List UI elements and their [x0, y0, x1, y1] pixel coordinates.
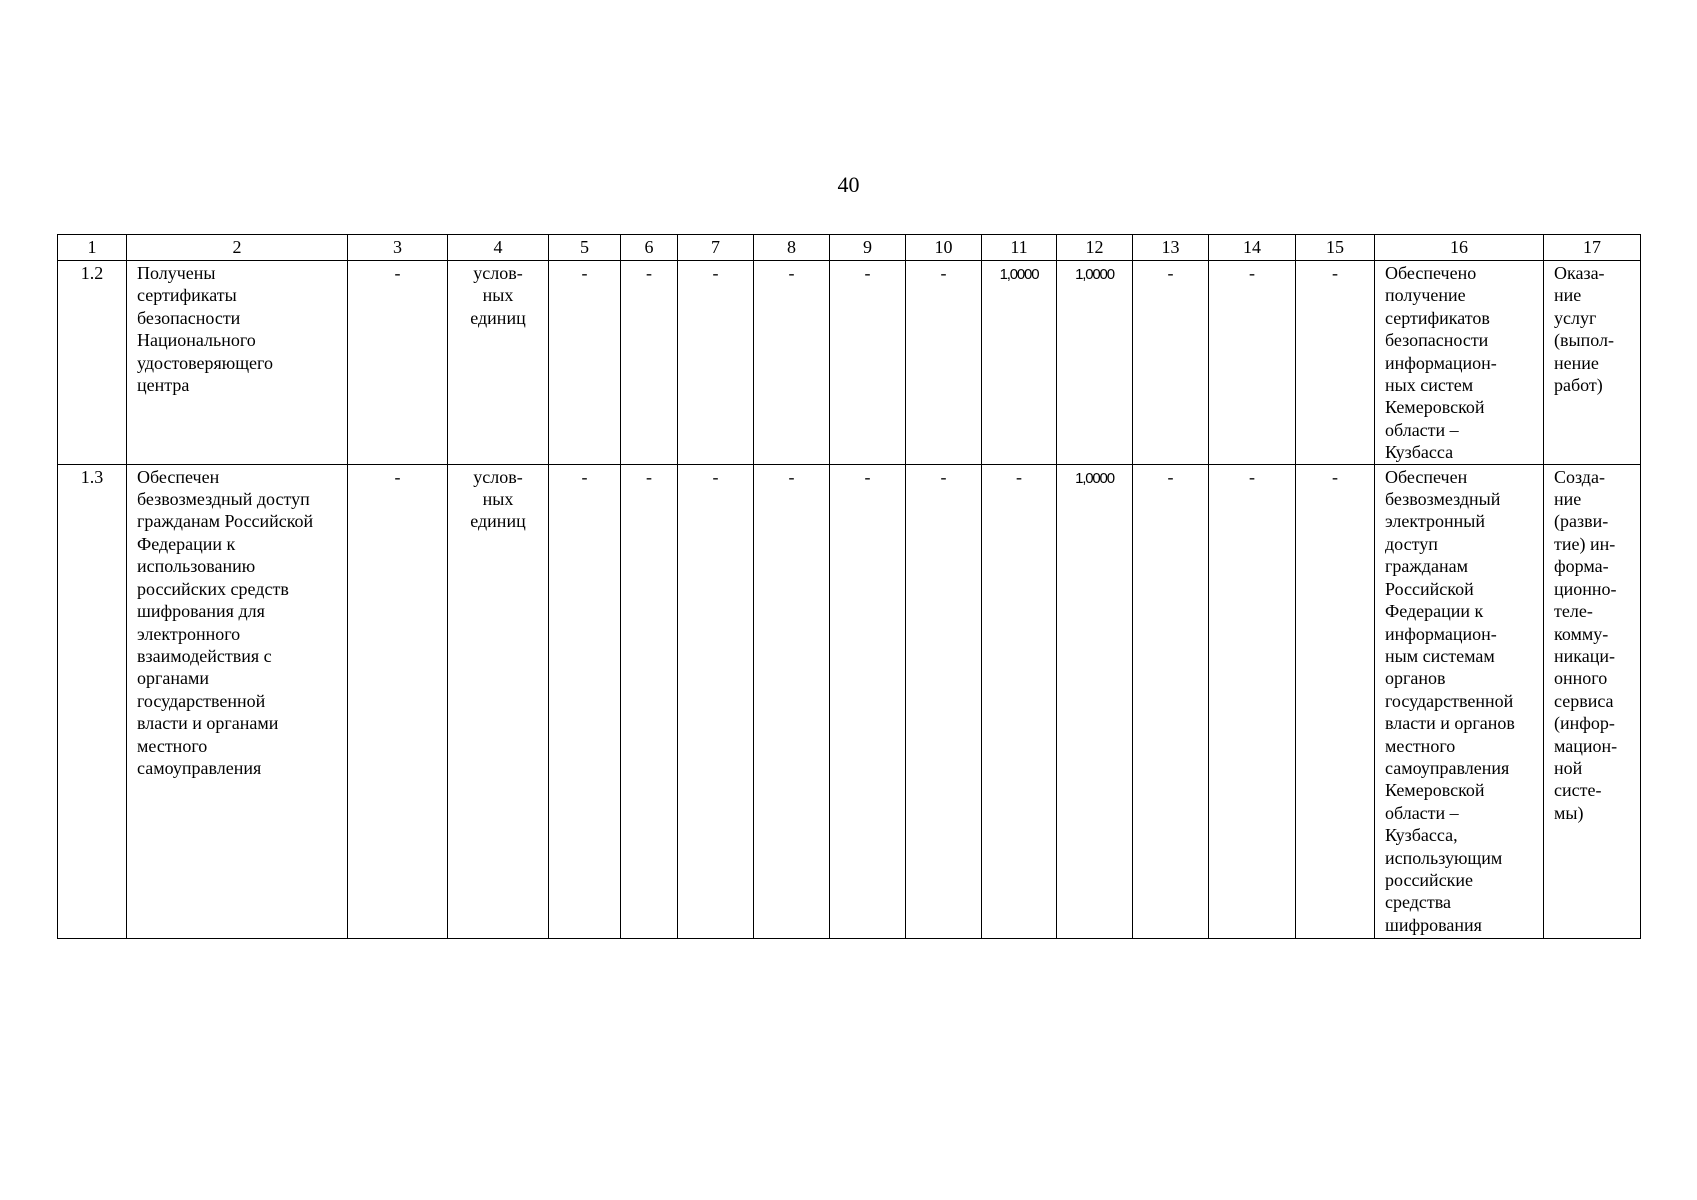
column-number-header: 13: [1133, 235, 1209, 261]
value-cell: 1,0000: [1057, 464, 1133, 938]
value-cell: 1,0000: [1057, 261, 1133, 465]
column-number-header: 4: [448, 235, 549, 261]
table-cell: -: [348, 261, 448, 465]
table-cell: -: [1133, 261, 1209, 465]
row-number-cell: 1.3: [58, 464, 127, 938]
table-cell: -: [621, 261, 678, 465]
table-cell: -: [678, 261, 754, 465]
table-cell: -: [549, 464, 621, 938]
column-number-header: 3: [348, 235, 448, 261]
column-number-header: 9: [830, 235, 906, 261]
column-number-header: 6: [621, 235, 678, 261]
table-cell: -: [348, 464, 448, 938]
row-number-cell: 1.2: [58, 261, 127, 465]
result-name-cell: Получены сертификаты безопасности Национального удостоверяющего центра: [127, 261, 348, 465]
table-cell: -: [906, 261, 982, 465]
unit-cell: услов- ных единиц: [448, 464, 549, 938]
column-number-header: 2: [127, 235, 348, 261]
column-number-header: 8: [754, 235, 830, 261]
table-row: [58, 261, 1641, 465]
page-number: 40: [837, 172, 860, 197]
column-number-header: 5: [549, 235, 621, 261]
table-cell: -: [549, 261, 621, 465]
table-cell: -: [678, 464, 754, 938]
result-type-cell: Оказа- ние услуг (выпол- нение работ): [1544, 261, 1641, 465]
result-description-cell: Обеспечен безвозмездный электронный доступ гражданам Российской Федерации к информацион- ным системам органов государственной власти и органов местного самоуправления Кемеровской области – Кузбасса, использующим российские средства шифрования: [1375, 464, 1544, 938]
table-cell: -: [1296, 261, 1375, 465]
value-cell: 1,0000: [982, 261, 1057, 465]
table-row: [58, 464, 1641, 938]
table-header-row: [58, 235, 1641, 261]
result-description-cell: Обеспечено получение сертификатов безопасности информацион- ных систем Кемеровской области – Кузбасса: [1375, 261, 1544, 465]
column-number-header: 11: [982, 235, 1057, 261]
column-number-header: 14: [1209, 235, 1296, 261]
column-number-header: 15: [1296, 235, 1375, 261]
table-cell: -: [1209, 464, 1296, 938]
table-cell: -: [1209, 261, 1296, 465]
table-cell: -: [621, 464, 678, 938]
table-cell: -: [982, 464, 1057, 938]
column-number-header: 7: [678, 235, 754, 261]
table-cell: -: [830, 464, 906, 938]
result-type-cell: Созда- ние (разви- тие) ин- форма- ционно- теле- комму- никаци- онного сервиса (инфор- мацион- ной систе- мы): [1544, 464, 1641, 938]
table-cell: -: [1296, 464, 1375, 938]
table-cell: -: [754, 261, 830, 465]
table-cell: -: [830, 261, 906, 465]
column-number-header: 10: [906, 235, 982, 261]
column-number-header: 17: [1544, 235, 1641, 261]
table-cell: -: [754, 464, 830, 938]
unit-cell: услов- ных единиц: [448, 261, 549, 465]
table-cell: -: [1133, 464, 1209, 938]
column-number-header: 1: [58, 235, 127, 261]
result-name-cell: Обеспечен безвозмездный доступ гражданам Российской Федерации к использованию российских средств шифрования для электронного взаимодействия с органами государственной власти и органами местного самоуправления: [127, 464, 348, 938]
table-cell: -: [906, 464, 982, 938]
data-table: [57, 234, 1641, 939]
column-number-header: 16: [1375, 235, 1544, 261]
column-number-header: 12: [1057, 235, 1133, 261]
